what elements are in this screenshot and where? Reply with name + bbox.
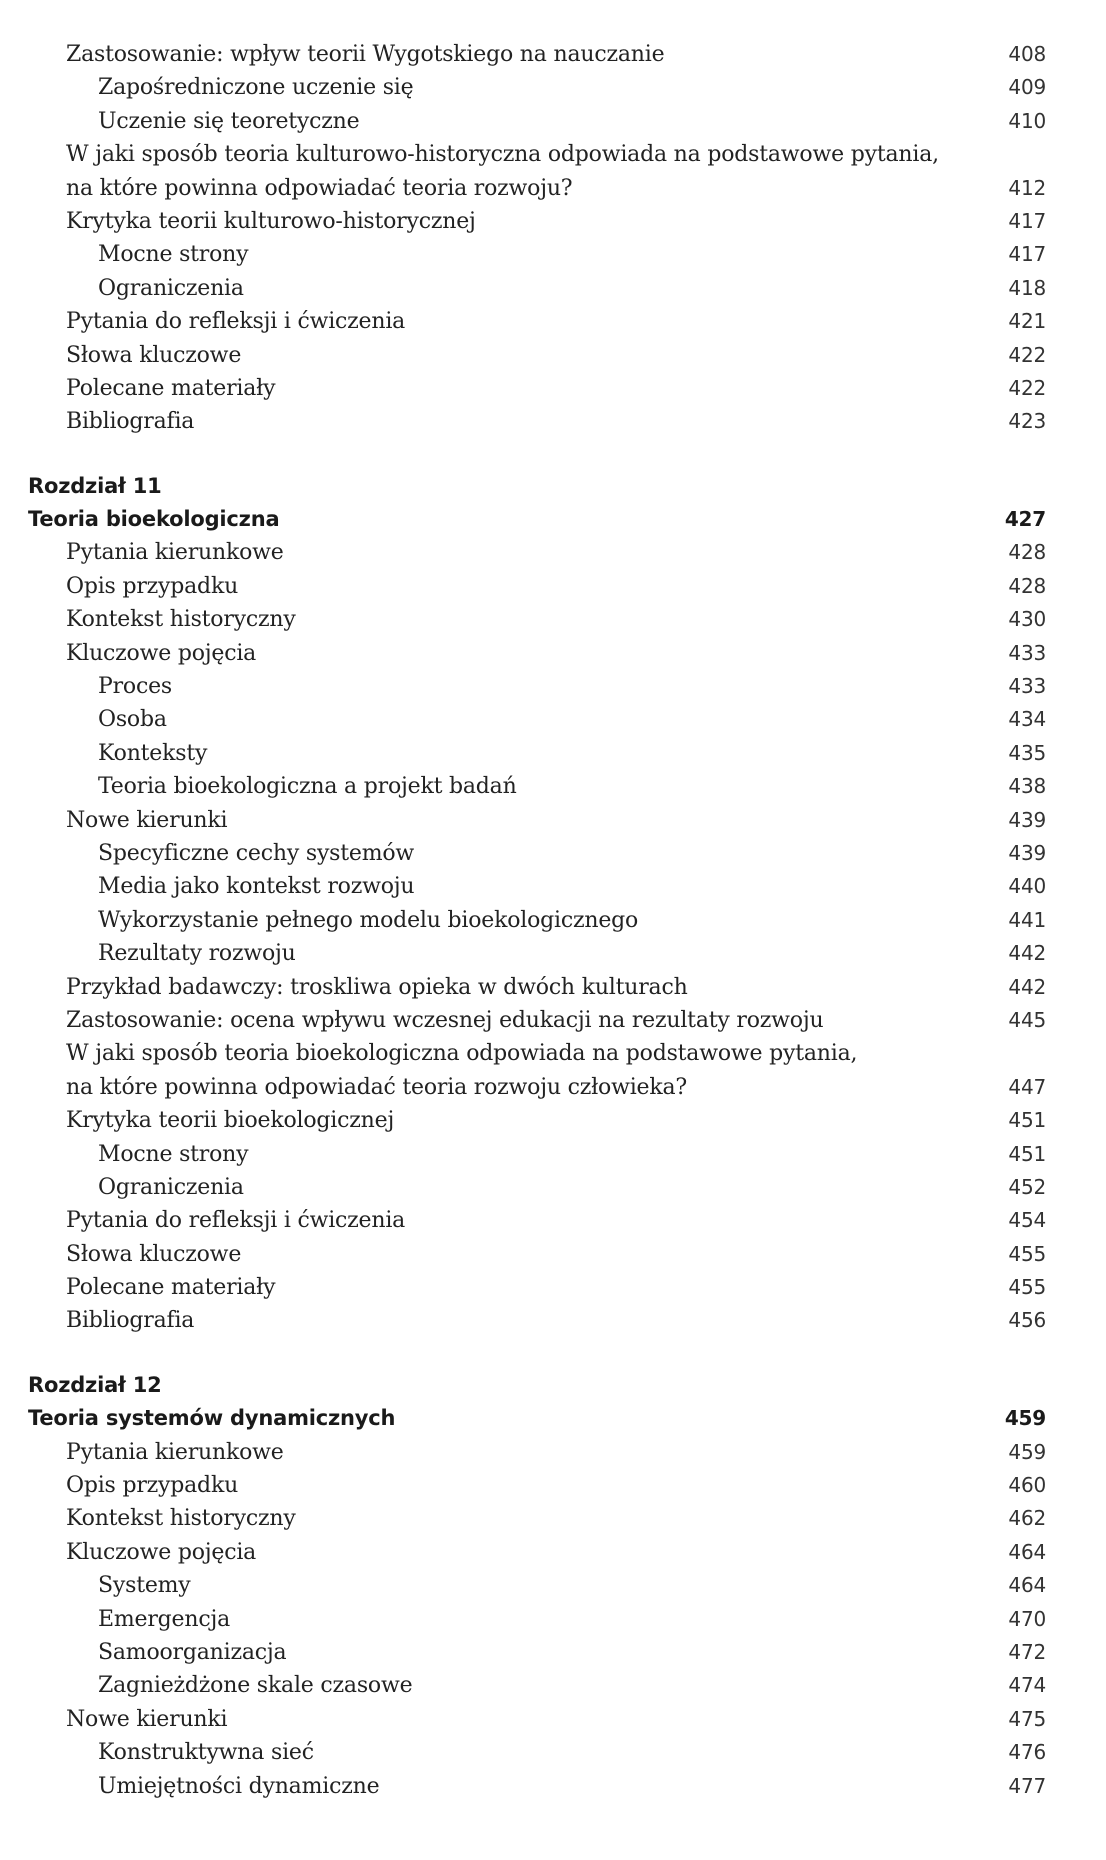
page-number: 477 [1008, 1773, 1046, 1798]
toc-entry-zastosowanie-ocena-wplywu-wczesnej-eduka [0, 1004, 1106, 1037]
toc-entry-zagniezdzone-skale-czasowe [0, 1669, 1106, 1702]
page-number: 423 [1008, 409, 1046, 434]
page-number: 435 [1008, 740, 1046, 765]
chapter-title [0, 1402, 1106, 1435]
page-number: 455 [1008, 1275, 1046, 1300]
chapter-title [0, 503, 1106, 536]
toc-entry-zastosowanie-wplyw-teorii-wygotskiego-na [0, 38, 1106, 71]
toc-entry-kontekst-historyczny [0, 603, 1106, 636]
entry-title: Zagnieżdżone skale czasowe [98, 1673, 413, 1699]
page-number: 456 [1008, 1308, 1046, 1333]
toc-entry-slowa-kluczowe [0, 339, 1106, 372]
toc-entry-na-ktore-powinna-odpowiadac-teoria-rozwo [0, 172, 1106, 205]
entry-title: Pytania do refleksji i ćwiczenia [66, 1208, 406, 1234]
page-number: 433 [1008, 674, 1046, 699]
page-number: 455 [1008, 1241, 1046, 1266]
page-number: 417 [1008, 242, 1046, 267]
toc-entry-przyklad-badawczy-troskliwa-opieka-w-dwo [0, 971, 1106, 1004]
page-number: 440 [1008, 874, 1046, 899]
page-number: 412 [1008, 175, 1046, 200]
entry-title: Pytania kierunkowe [66, 1439, 284, 1465]
page-number: 428 [1008, 573, 1046, 598]
page-number: 464 [1008, 1573, 1046, 1598]
page-number: 442 [1008, 941, 1046, 966]
toc-entry-konteksty [0, 737, 1106, 770]
page-number: 460 [1008, 1473, 1046, 1498]
page-number: 472 [1008, 1639, 1046, 1664]
entry-title: Rezultaty rozwoju [98, 941, 296, 967]
page-number: 439 [1008, 840, 1046, 865]
entry-title: Przykład badawczy: troskliwa opieka w dwóch kulturach [66, 974, 688, 1000]
page-number: 452 [1008, 1174, 1046, 1199]
page-number: 421 [1008, 309, 1046, 334]
chapter-page-number: 427 [1004, 507, 1046, 532]
table-of-contents [0, 38, 1106, 1803]
page-number: 428 [1008, 540, 1046, 565]
toc-entry-slowa-kluczowe [0, 1238, 1106, 1271]
toc-entry-uczenie-sie-teoretyczne [0, 105, 1106, 138]
toc-entry-ograniczenia [0, 272, 1106, 305]
entry-title: Pytania do refleksji i ćwiczenia [66, 309, 406, 335]
entry-title: na które powinna odpowiadać teoria rozwoju? [66, 175, 573, 201]
toc-entry-pytania-do-refleksji-i-cwiczenia [0, 1204, 1106, 1237]
entry-title: Bibliografia [66, 1308, 195, 1334]
page-number: 447 [1008, 1074, 1046, 1099]
page-number: 475 [1008, 1706, 1046, 1731]
page-number: 409 [1008, 75, 1046, 100]
toc-entry-systemy [0, 1569, 1106, 1602]
entry-title: Teoria systemów dynamicznych [28, 1406, 396, 1431]
entry-title: Uczenie się teoretyczne [98, 108, 360, 134]
entry-title: Opis przypadku [66, 1473, 239, 1499]
entry-title: Słowa kluczowe [66, 1241, 242, 1267]
entry-title: W jaki sposób teoria kulturowo-historyczna odpowiada na podstawowe pytania, [66, 142, 939, 168]
entry-title: Krytyka teorii kulturowo-historycznej [66, 208, 476, 234]
page-number: 410 [1008, 108, 1046, 133]
toc-entry-umiejetnosci-dynamiczne [0, 1770, 1106, 1803]
toc-entry-na-ktore-powinna-odpowiadac-teoria-rozwo [0, 1071, 1106, 1104]
toc-entry-rezultaty-rozwoju [0, 937, 1106, 970]
page-number: 459 [1008, 1439, 1046, 1464]
toc-entry-teoria-bioekologiczna-a-projekt-badan [0, 770, 1106, 803]
entry-title: Teoria bioekologiczna a projekt badań [98, 774, 517, 800]
toc-entry-nowe-kierunki [0, 804, 1106, 837]
entry-title: Pytania kierunkowe [66, 540, 284, 566]
entry-title: Systemy [98, 1573, 191, 1599]
page-number: 418 [1008, 275, 1046, 300]
toc-entry-kluczowe-pojecia [0, 637, 1106, 670]
toc-entry-wykorzystanie-pelnego-modelu-bioekologic [0, 904, 1106, 937]
entry-title: Konstruktywna sieć [98, 1740, 314, 1766]
entry-title: Osoba [98, 707, 167, 733]
entry-title: W jaki sposób teoria bioekologiczna odpowiada na podstawowe pytania, [66, 1041, 858, 1067]
entry-title: Specyficzne cechy systemów [98, 840, 415, 866]
toc-entry-polecane-materialy [0, 372, 1106, 405]
page-number: 408 [1008, 42, 1046, 66]
entry-title: Teoria bioekologiczna [28, 507, 280, 532]
toc-entry-krytyka-teorii-kulturowo-historycznej [0, 205, 1106, 238]
page-number: 474 [1008, 1673, 1046, 1698]
page-number: 438 [1008, 774, 1046, 799]
entry-title: Konteksty [98, 740, 208, 766]
toc-entry-bibliografia [0, 1304, 1106, 1337]
entry-title: Kontekst historyczny [66, 1506, 296, 1532]
entry-title: Mocne strony [98, 242, 249, 268]
page-number: 451 [1008, 1108, 1046, 1133]
toc-entry-polecane-materialy [0, 1271, 1106, 1304]
page-number: 454 [1008, 1208, 1046, 1233]
toc-entry-media-jako-kontekst-rozwoju [0, 870, 1106, 903]
page-number: 464 [1008, 1539, 1046, 1564]
entry-title: Polecane materiały [66, 1275, 276, 1301]
entry-title: Opis przypadku [66, 573, 239, 599]
toc-entry-zaposredniczone-uczenie-sie [0, 71, 1106, 104]
entry-title: Kontekst historyczny [66, 607, 296, 633]
page-number: 422 [1008, 342, 1046, 367]
toc-entry-mocne-strony [0, 1138, 1106, 1171]
toc-entry-konstruktywna-siec [0, 1736, 1106, 1769]
entry-title: Zastosowanie: ocena wpływu wczesnej edukacji na rezultaty rozwoju [66, 1007, 824, 1033]
toc-entry-samoorganizacja [0, 1636, 1106, 1669]
toc-entry-opis-przypadku [0, 1469, 1106, 1502]
toc-entry-ograniczenia [0, 1171, 1106, 1204]
chapter-label [0, 1369, 1106, 1402]
toc-entry-krytyka-teorii-bioekologicznej [0, 1104, 1106, 1137]
toc-entry-nowe-kierunki [0, 1703, 1106, 1736]
entry-title: Samoorganizacja [98, 1639, 287, 1665]
entry-title: Umiejętności dynamiczne [98, 1773, 380, 1799]
entry-title: Zastosowanie: wpływ teorii Wygotskiego na nauczanie [66, 42, 665, 67]
toc-entry-specyficzne-cechy-systemow [0, 837, 1106, 870]
section-spacer [0, 439, 1106, 470]
page-number: 439 [1008, 807, 1046, 832]
toc-entry-emergencja [0, 1603, 1106, 1636]
entry-title: Nowe kierunki [66, 807, 228, 833]
entry-title: Proces [98, 674, 172, 700]
toc-entry-w-jaki-sposob-teoria-bioekologiczna-odpo [0, 1037, 1106, 1070]
entry-title: Media jako kontekst rozwoju [98, 874, 415, 900]
toc-entry-mocne-strony [0, 238, 1106, 271]
page-number: 430 [1008, 607, 1046, 632]
toc-section [0, 439, 1106, 1338]
page-number: 441 [1008, 907, 1046, 932]
entry-title: Słowa kluczowe [66, 342, 242, 368]
entry-title: Mocne strony [98, 1141, 249, 1167]
toc-entry-pytania-kierunkowe [0, 536, 1106, 569]
toc-entry-kluczowe-pojecia [0, 1536, 1106, 1569]
page-number: 462 [1008, 1506, 1046, 1531]
toc-entry-proces [0, 670, 1106, 703]
entry-title: Rozdział 12 [28, 1372, 162, 1397]
entry-title: Krytyka teorii bioekologicznej [66, 1108, 395, 1134]
page-number: 434 [1008, 707, 1046, 732]
chapter-page-number: 459 [1004, 1406, 1046, 1431]
toc-entry-pytania-kierunkowe [0, 1436, 1106, 1469]
page-number: 445 [1008, 1007, 1046, 1032]
toc-entry-osoba [0, 703, 1106, 736]
entry-title: Kluczowe pojęcia [66, 1539, 257, 1565]
toc-section [0, 1338, 1106, 1803]
page-number: 422 [1008, 375, 1046, 400]
entry-title: Polecane materiały [66, 375, 276, 401]
section-spacer [0, 1338, 1106, 1369]
toc-section [0, 38, 1106, 439]
entry-title: Wykorzystanie pełnego modelu bioekologicznego [98, 907, 639, 933]
entry-title: Ograniczenia [98, 1174, 244, 1200]
page-number: 433 [1008, 640, 1046, 665]
entry-title: Kluczowe pojęcia [66, 640, 257, 666]
page-number: 476 [1008, 1740, 1046, 1765]
toc-entry-opis-przypadku [0, 570, 1106, 603]
toc-entry-kontekst-historyczny [0, 1502, 1106, 1535]
page-number: 442 [1008, 974, 1046, 999]
entry-title: Nowe kierunki [66, 1706, 228, 1732]
entry-title: Emergencja [98, 1606, 230, 1632]
toc-entry-pytania-do-refleksji-i-cwiczenia [0, 305, 1106, 338]
page-number: 451 [1008, 1141, 1046, 1166]
page-number: 417 [1008, 208, 1046, 233]
toc-entry-bibliografia [0, 405, 1106, 438]
page-number: 470 [1008, 1606, 1046, 1631]
chapter-label [0, 470, 1106, 503]
entry-title: Rozdział 11 [28, 473, 162, 498]
toc-entry-w-jaki-sposob-teoria-kulturowo-historycz [0, 138, 1106, 171]
entry-title: Zapośredniczone uczenie się [98, 75, 414, 101]
entry-title: Bibliografia [66, 409, 195, 435]
entry-title: na które powinna odpowiadać teoria rozwoju człowieka? [66, 1074, 688, 1100]
entry-title: Ograniczenia [98, 275, 244, 301]
